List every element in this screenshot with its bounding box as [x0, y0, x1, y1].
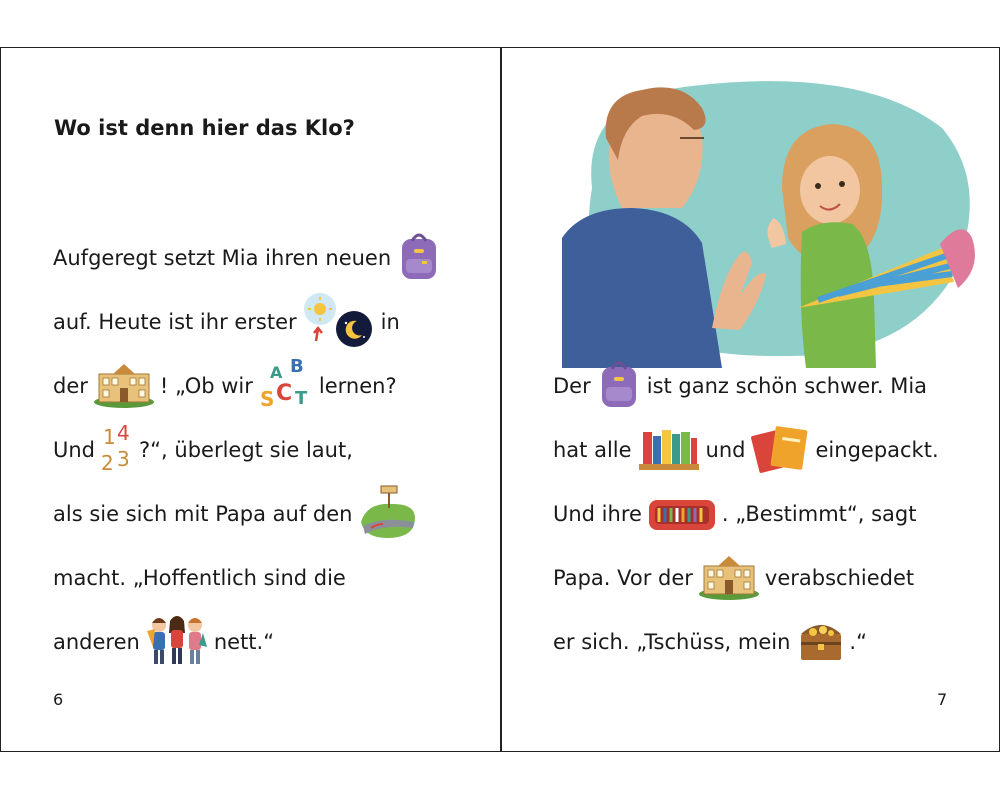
right-page [502, 48, 999, 748]
school-building-icon [93, 360, 155, 413]
road-way-icon [357, 482, 419, 547]
abc-letters-icon [258, 356, 314, 417]
pencil-case-icon [647, 490, 717, 539]
line-text: verabschiedet [764, 566, 915, 590]
line-text: Aufgeregt setzt Mia ihren neuen [53, 246, 392, 270]
text-line-2 [53, 292, 400, 352]
line-text: der [53, 374, 88, 398]
line-text: er sich. „Tschüss, mein [553, 630, 791, 654]
page-number: 6 [53, 690, 64, 709]
line-text: und [705, 438, 746, 462]
text-line-5 [553, 612, 867, 672]
line-text: in [380, 310, 400, 334]
text-line-1 [53, 228, 447, 288]
left-page [1, 48, 500, 748]
text-line-4 [553, 548, 914, 608]
father-and-girl-with-school-cone-illustration [562, 68, 982, 368]
text-line-4 [53, 420, 353, 480]
notebooks-icon [751, 422, 811, 479]
line-text: Und [53, 438, 96, 462]
treasure-chest-icon [795, 614, 847, 671]
number-4: 4 [117, 420, 130, 445]
letter-s: S [259, 386, 275, 411]
backpack-icon [396, 229, 442, 288]
text-line-5 [53, 484, 424, 544]
letter-b: B [289, 355, 304, 377]
line-text: .“ [849, 630, 867, 654]
school-building-icon [698, 552, 760, 605]
line-text: . „Bestimmt“, sagt [721, 502, 917, 526]
line-text: nett.“ [213, 630, 275, 654]
day-night-icon [302, 291, 376, 354]
text-line-3 [553, 484, 917, 544]
line-text: ! „Ob wir [159, 374, 253, 398]
text-line-7 [53, 612, 274, 672]
text-line-3 [53, 356, 397, 416]
line-text: macht. „Hoffentlich sind die [53, 566, 346, 590]
books-icon [637, 424, 701, 477]
line-text: Papa. Vor der [553, 566, 693, 590]
line-text: anderen [53, 630, 140, 654]
line-text: ist ganz schön schwer. Mia [646, 374, 928, 398]
numbers-icon [99, 420, 137, 481]
number-3: 3 [117, 446, 130, 471]
line-text: eingepackt. [815, 438, 939, 462]
line-text: Der [553, 374, 591, 398]
line-text: hat alle [553, 438, 632, 462]
number-1: 1 [103, 424, 116, 449]
page-title: Wo ist denn hier das Klo? [54, 116, 355, 140]
letter-t: T [294, 387, 308, 409]
letter-c: C [275, 380, 293, 406]
number-2: 2 [101, 450, 114, 475]
backpack-icon [596, 357, 642, 416]
line-text: ?“, überlegt sie laut, [139, 438, 353, 462]
text-line-6 [53, 548, 346, 608]
line-text: Und ihre [553, 502, 642, 526]
text-line-1 [553, 356, 927, 416]
letter-a: A [269, 362, 283, 382]
children-icon [145, 611, 209, 674]
text-line-2 [553, 420, 939, 480]
page-number: 7 [937, 690, 948, 709]
line-text: auf. Heute ist ihr erster [53, 310, 297, 334]
line-text: als sie sich mit Papa auf den [53, 502, 353, 526]
line-text: lernen? [318, 374, 397, 398]
